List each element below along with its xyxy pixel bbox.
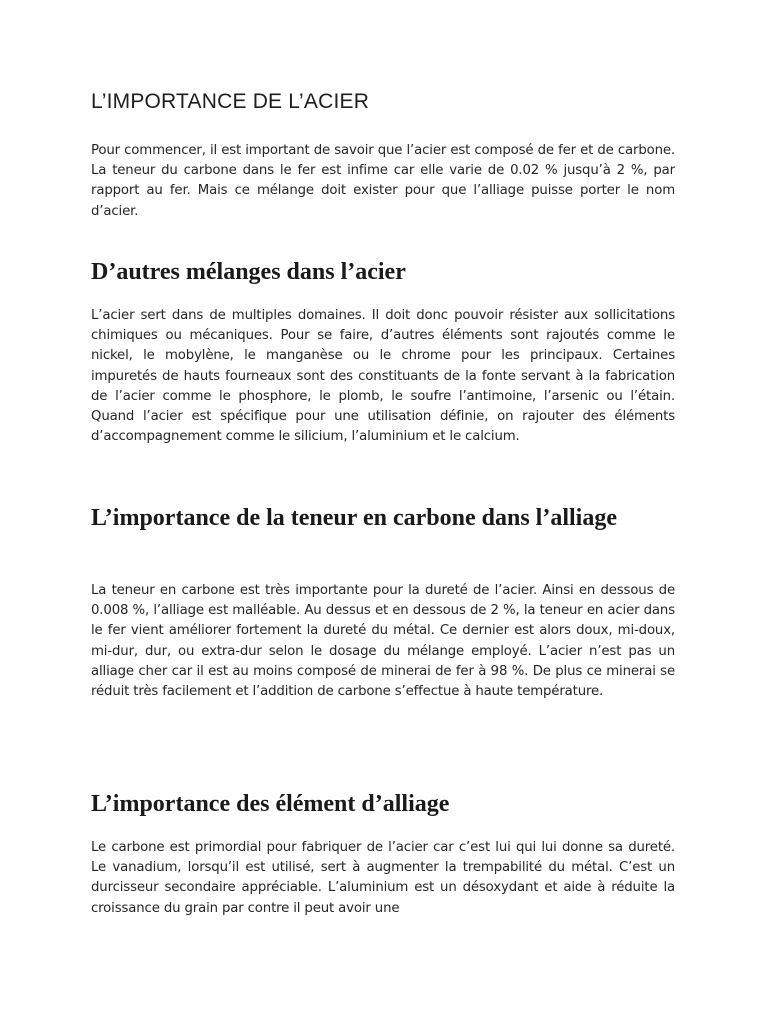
section-heading-elements-alliage: L’importance des élément d’alliage (91, 791, 450, 817)
section-heading-melanges: D’autres mélanges dans l’acier (91, 259, 406, 285)
section-body-melanges: L’acier sert dans de multiples domaines. Il doit donc pouvoir résister aux sollicitations chimiques ou mécaniques. Pour se faire, d’autres éléments sont rajoutés comme le nickel, le mobylène, le manganèse ou le chrome pour les principaux. Certaines impuretés de hauts fourneaux sont des constituants de la fonte servant à la fabrication de l’acier comme le phosphore, le plomb, le soufre l’antimoine, l’arsenic ou l’étain. Quand l’acier est spécifique pour une utilisation définie, on rajouter des éléments d’accompagnement comme le silicium, l’aluminium et le calcium. (91, 308, 675, 445)
section-heading-teneur-carbone: L’importance de la teneur en carbone dans l’alliage (91, 505, 617, 531)
section-body-elements-alliage: Le carbone est primordial pour fabriquer de l’acier car c’est lui qui lui donne sa dureté. Le vanadium, lorsqu’il est utilisé, sert à augmenter la trempabilité du métal. C’est un durcisseur secondaire appréciable. L’aluminium est un désoxydant et aide à réduite la croissance du grain par contre il peut avoir une (91, 840, 675, 916)
section-body-teneur-carbone: La teneur en carbone est très importante pour la dureté de l’acier. Ainsi en dessous de 0.008 %, l’alliage est malléable. Au dessus et en dessous de 2 %, la teneur en acier dans le fer vient améliorer fortement la dureté du métal. Ce dernier est alors doux, mi-doux, mi-dur, dur, ou extra-dur selon le dosage du mélange employé. L’acier n’est pas un alliage cher car il est au moins composé de minerai de fer à 98 %. De plus ce minerai se réduit très facilement et l’addition de carbone s’effectue à haute température. (91, 583, 675, 700)
intro-paragraph: Pour commencer, il est important de savoir que l’acier est composé de fer et de carbone. La teneur du carbone dans le fer est infime car elle varie de 0.02 % jusqu’à 2 %, par rapport au fer. Mais ce mélange doit exister pour que l’alliage puisse porter le nom d’acier. (91, 143, 675, 219)
document-title: L’IMPORTANCE DE L’ACIER (91, 90, 370, 113)
